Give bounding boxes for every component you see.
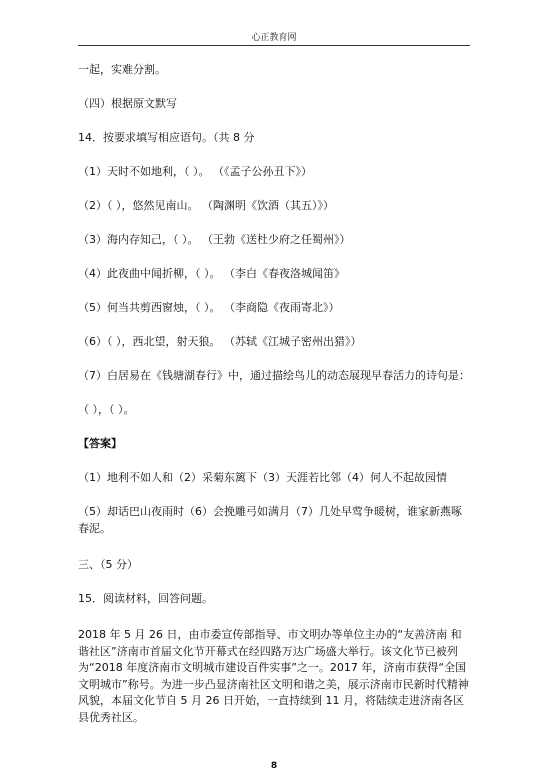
question-14-item-7-blanks: （ ），（ ）。 <box>78 403 135 416</box>
question-14-item-5: （5）何当共剪西窗烛，（ ）。 （李商隐《夜雨寄北》） <box>78 301 340 314</box>
question-14-item-3: （3）海内存知己，（ ）。 （王勃《送杜少府之任蜀州》） <box>78 233 351 246</box>
page-header <box>78 0 470 47</box>
answer-label: 【答案】 <box>78 437 122 450</box>
header-site-name: 心正教育网 <box>251 33 297 43</box>
question-14-item-6: （6）（ ），西北望，射天狼。 （苏轼《江城子密州出猎》） <box>78 335 362 348</box>
page-number: 8 <box>270 761 278 771</box>
question-14-item-4: （4）此夜曲中闻折柳，（ ）。 （李白《春夜洛城闻笛》 <box>78 267 345 280</box>
section-heading-recite: （四）根据原文默写 <box>78 97 177 110</box>
answer-line-1: （1）地利不如人和（2）采菊东篱下（3）天涯若比邻（4）何人不起故园情 <box>78 471 447 484</box>
question-15-heading: 15．阅读材料，回答问题。 <box>78 592 213 605</box>
question-14-item-2: （2）（ ），悠然见南山。 （陶渊明《饮酒（其五）》） <box>78 199 334 212</box>
reading-material-paragraph: 2018 年 5 月 26 日，由市委宣传部指导、市文明办等单位主办的“友善济南 和谐社区”济南市首届文化节开幕式在经四路万达广场盛大举行。该文化节已被列为“2018 年度济南市文明城市建设百件实事”之一。2017 年，济南市获得“全国文明城市”称号。为进一步凸显济南社区文明和谐之美，展示济南市民新时代精神风貌，本届文化节自 5 月 26 日开始，一直持续到 11 月，将陆续走进济南各区县优秀社区。 <box>78 628 469 724</box>
question-14-heading: 14．按要求填写相应语句。（共 8 分 <box>78 131 255 144</box>
answer-line-2: （5）却话巴山夜雨时（6）会挽雕弓如满月（7）几处早莺争暖树，谁家新燕啄春泥。 <box>78 505 462 535</box>
question-14-item-7: （7）白居易在《钱塘湖春行》中，通过描绘鸟儿的动态展现早春活力的诗句是： <box>78 369 470 382</box>
text-line-continuation: 一起，实难分割。 <box>78 63 166 76</box>
section-3-heading: 三、（5 分） <box>78 558 138 571</box>
question-14-item-1: （1）天时不如地利，（ ）。 （《孟子公孙丑下》） <box>78 165 312 178</box>
header-rule <box>78 45 470 46</box>
